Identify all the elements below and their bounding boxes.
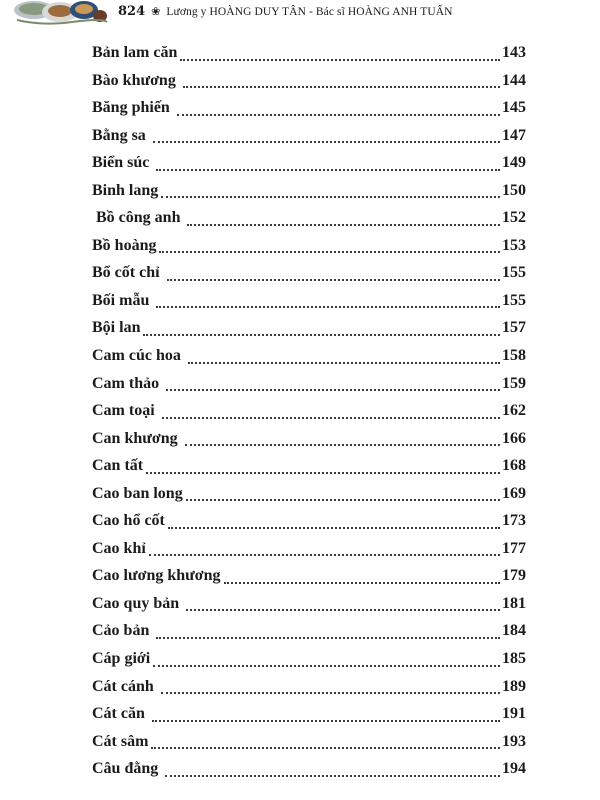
- toc-entry: [92, 375, 526, 403]
- toc-entry-title: Bào khương: [92, 71, 180, 89]
- toc-entry: [92, 540, 526, 568]
- toc-entry-title: Can khương: [92, 429, 182, 447]
- toc-entry-title: Cáp giới: [92, 650, 151, 668]
- toc-dot-leader: [177, 114, 500, 116]
- toc-entry: [92, 182, 526, 210]
- toc-dot-leader: [146, 472, 500, 474]
- toc-dot-leader: [153, 141, 500, 143]
- toc-dot-leader: [151, 747, 500, 749]
- toc-entry-page: 144: [502, 71, 526, 89]
- toc-entry-title: Câu đằng: [92, 760, 163, 778]
- toc-entry: [92, 44, 526, 72]
- toc-entry: [92, 264, 526, 292]
- toc-dot-leader: [185, 444, 500, 446]
- toc-dot-leader: [186, 609, 500, 611]
- page-header: [0, 0, 600, 30]
- toc-entry: [92, 760, 526, 788]
- toc-entry: [92, 72, 526, 100]
- toc-entry-title: Cam thảo: [92, 374, 164, 392]
- toc-entry: [92, 347, 526, 375]
- toc-entry-page: 191: [502, 705, 526, 723]
- toc-entry-page: 153: [502, 236, 526, 254]
- toc-entry-title: Cao khỉ: [92, 539, 146, 557]
- toc-entry-page: 150: [502, 181, 526, 199]
- toc-entry-title: Bản lam căn: [92, 44, 178, 61]
- toc-entry-title: Cảo bản: [92, 622, 154, 640]
- toc-entry-title: Cam cúc hoa: [92, 347, 185, 365]
- toc-dot-leader: [165, 775, 500, 777]
- toc-entry: [92, 319, 526, 347]
- toc-entry-page: 194: [502, 760, 526, 778]
- running-header: [118, 4, 453, 19]
- toc-entry-title: Bồ hoàng: [92, 236, 157, 254]
- toc-entry: [92, 705, 526, 733]
- toc-dot-leader: [143, 334, 500, 336]
- toc-entry-page: 168: [502, 457, 526, 475]
- page-number: 824: [118, 4, 146, 19]
- toc-entry: [92, 567, 526, 595]
- toc-entry-title: Băng phiến: [92, 99, 174, 117]
- toc-entry-page: 185: [502, 650, 526, 668]
- toc-entry-title: Cao quy bản: [92, 594, 184, 612]
- toc-entry-page: 155: [502, 291, 526, 309]
- toc-dot-leader: [167, 279, 500, 281]
- toc-dot-leader: [156, 169, 500, 171]
- toc-entry-page: 158: [502, 347, 526, 365]
- toc-entry-title: Cao ban long: [92, 484, 183, 502]
- toc-entry: [92, 154, 526, 182]
- toc-entry-title: Bồ công anh: [92, 209, 185, 227]
- toc-entry-page: 184: [502, 622, 526, 640]
- toc-entry: [92, 622, 526, 650]
- toc-entry-page: 155: [502, 264, 526, 282]
- toc-entry-page: 159: [502, 374, 526, 392]
- toc-entry-page: 143: [502, 44, 526, 61]
- toc-dot-leader: [152, 720, 500, 722]
- toc-entry-page: 166: [502, 429, 526, 447]
- toc-entry-page: 169: [502, 484, 526, 502]
- toc-entry-title: Cao hổ cốt: [92, 512, 165, 530]
- toc-entry: [92, 430, 526, 458]
- running-head-text: Lương y HOÀNG DUY TÂN - Bác sĩ HOÀNG ANH TUẤN: [166, 6, 453, 18]
- toc-dot-leader: [156, 637, 500, 639]
- toc-entry-title: Cát cánh: [92, 677, 158, 695]
- toc-entry-title: Cam toại: [92, 402, 159, 420]
- toc-entry-title: Cát sâm: [92, 732, 149, 750]
- toc-entry-title: Cao lương khương: [92, 567, 221, 585]
- toc-entry: [92, 292, 526, 320]
- toc-dot-leader: [149, 554, 500, 556]
- toc-entry: [92, 99, 526, 127]
- toc-dot-leader: [224, 582, 500, 584]
- toc-entry-page: 189: [502, 677, 526, 695]
- toc-entry: [92, 209, 526, 237]
- toc-entry-page: 157: [502, 319, 526, 337]
- toc-dot-leader: [168, 527, 500, 529]
- toc-dot-leader: [156, 306, 500, 308]
- toc-entry-page: 145: [502, 99, 526, 117]
- toc-dot-leader: [161, 692, 500, 694]
- toc-entry: [92, 127, 526, 155]
- leaf-ornament-icon: ❀: [151, 5, 161, 18]
- toc-entry: [92, 237, 526, 265]
- toc-entry-page: 173: [502, 512, 526, 530]
- toc-dot-leader: [188, 362, 500, 364]
- toc-entry-page: 149: [502, 154, 526, 172]
- toc-dot-leader: [162, 417, 500, 419]
- toc-entry: [92, 457, 526, 485]
- table-of-contents: [92, 44, 526, 788]
- toc-entry-title: Bối mẫu: [92, 291, 154, 309]
- toc-entry-page: 147: [502, 126, 526, 144]
- toc-entry: [92, 733, 526, 761]
- toc-entry-title: Bội lan: [92, 319, 141, 337]
- toc-entry-title: Bổ cốt chỉ: [92, 264, 164, 282]
- toc-dot-leader: [153, 665, 500, 667]
- toc-dot-leader: [159, 251, 500, 253]
- toc-dot-leader: [186, 499, 500, 501]
- toc-dot-leader: [161, 196, 500, 198]
- toc-entry-title: Can tất: [92, 457, 144, 475]
- toc-entry-page: 152: [502, 209, 526, 227]
- toc-entry: [92, 485, 526, 513]
- toc-entry-title: Binh lang: [92, 181, 159, 199]
- toc-entry-page: 193: [502, 732, 526, 750]
- toc-dot-leader: [187, 224, 500, 226]
- toc-dot-leader: [183, 86, 500, 88]
- toc-entry: [92, 402, 526, 430]
- toc-dot-leader: [166, 389, 500, 391]
- toc-dot-leader: [180, 59, 500, 61]
- food-dishes-illustration-icon: [12, 0, 108, 26]
- toc-entry: [92, 595, 526, 623]
- toc-entry-page: 181: [502, 594, 526, 612]
- toc-entry: [92, 678, 526, 706]
- toc-entry: [92, 512, 526, 540]
- toc-entry-page: 177: [502, 539, 526, 557]
- toc-entry-page: 162: [502, 402, 526, 420]
- toc-entry-title: Cát căn: [92, 705, 149, 723]
- toc-entry-title: Biển súc: [92, 154, 154, 172]
- toc-entry-title: Bằng sa: [92, 126, 150, 144]
- toc-entry: [92, 650, 526, 678]
- toc-entry-page: 179: [502, 567, 526, 585]
